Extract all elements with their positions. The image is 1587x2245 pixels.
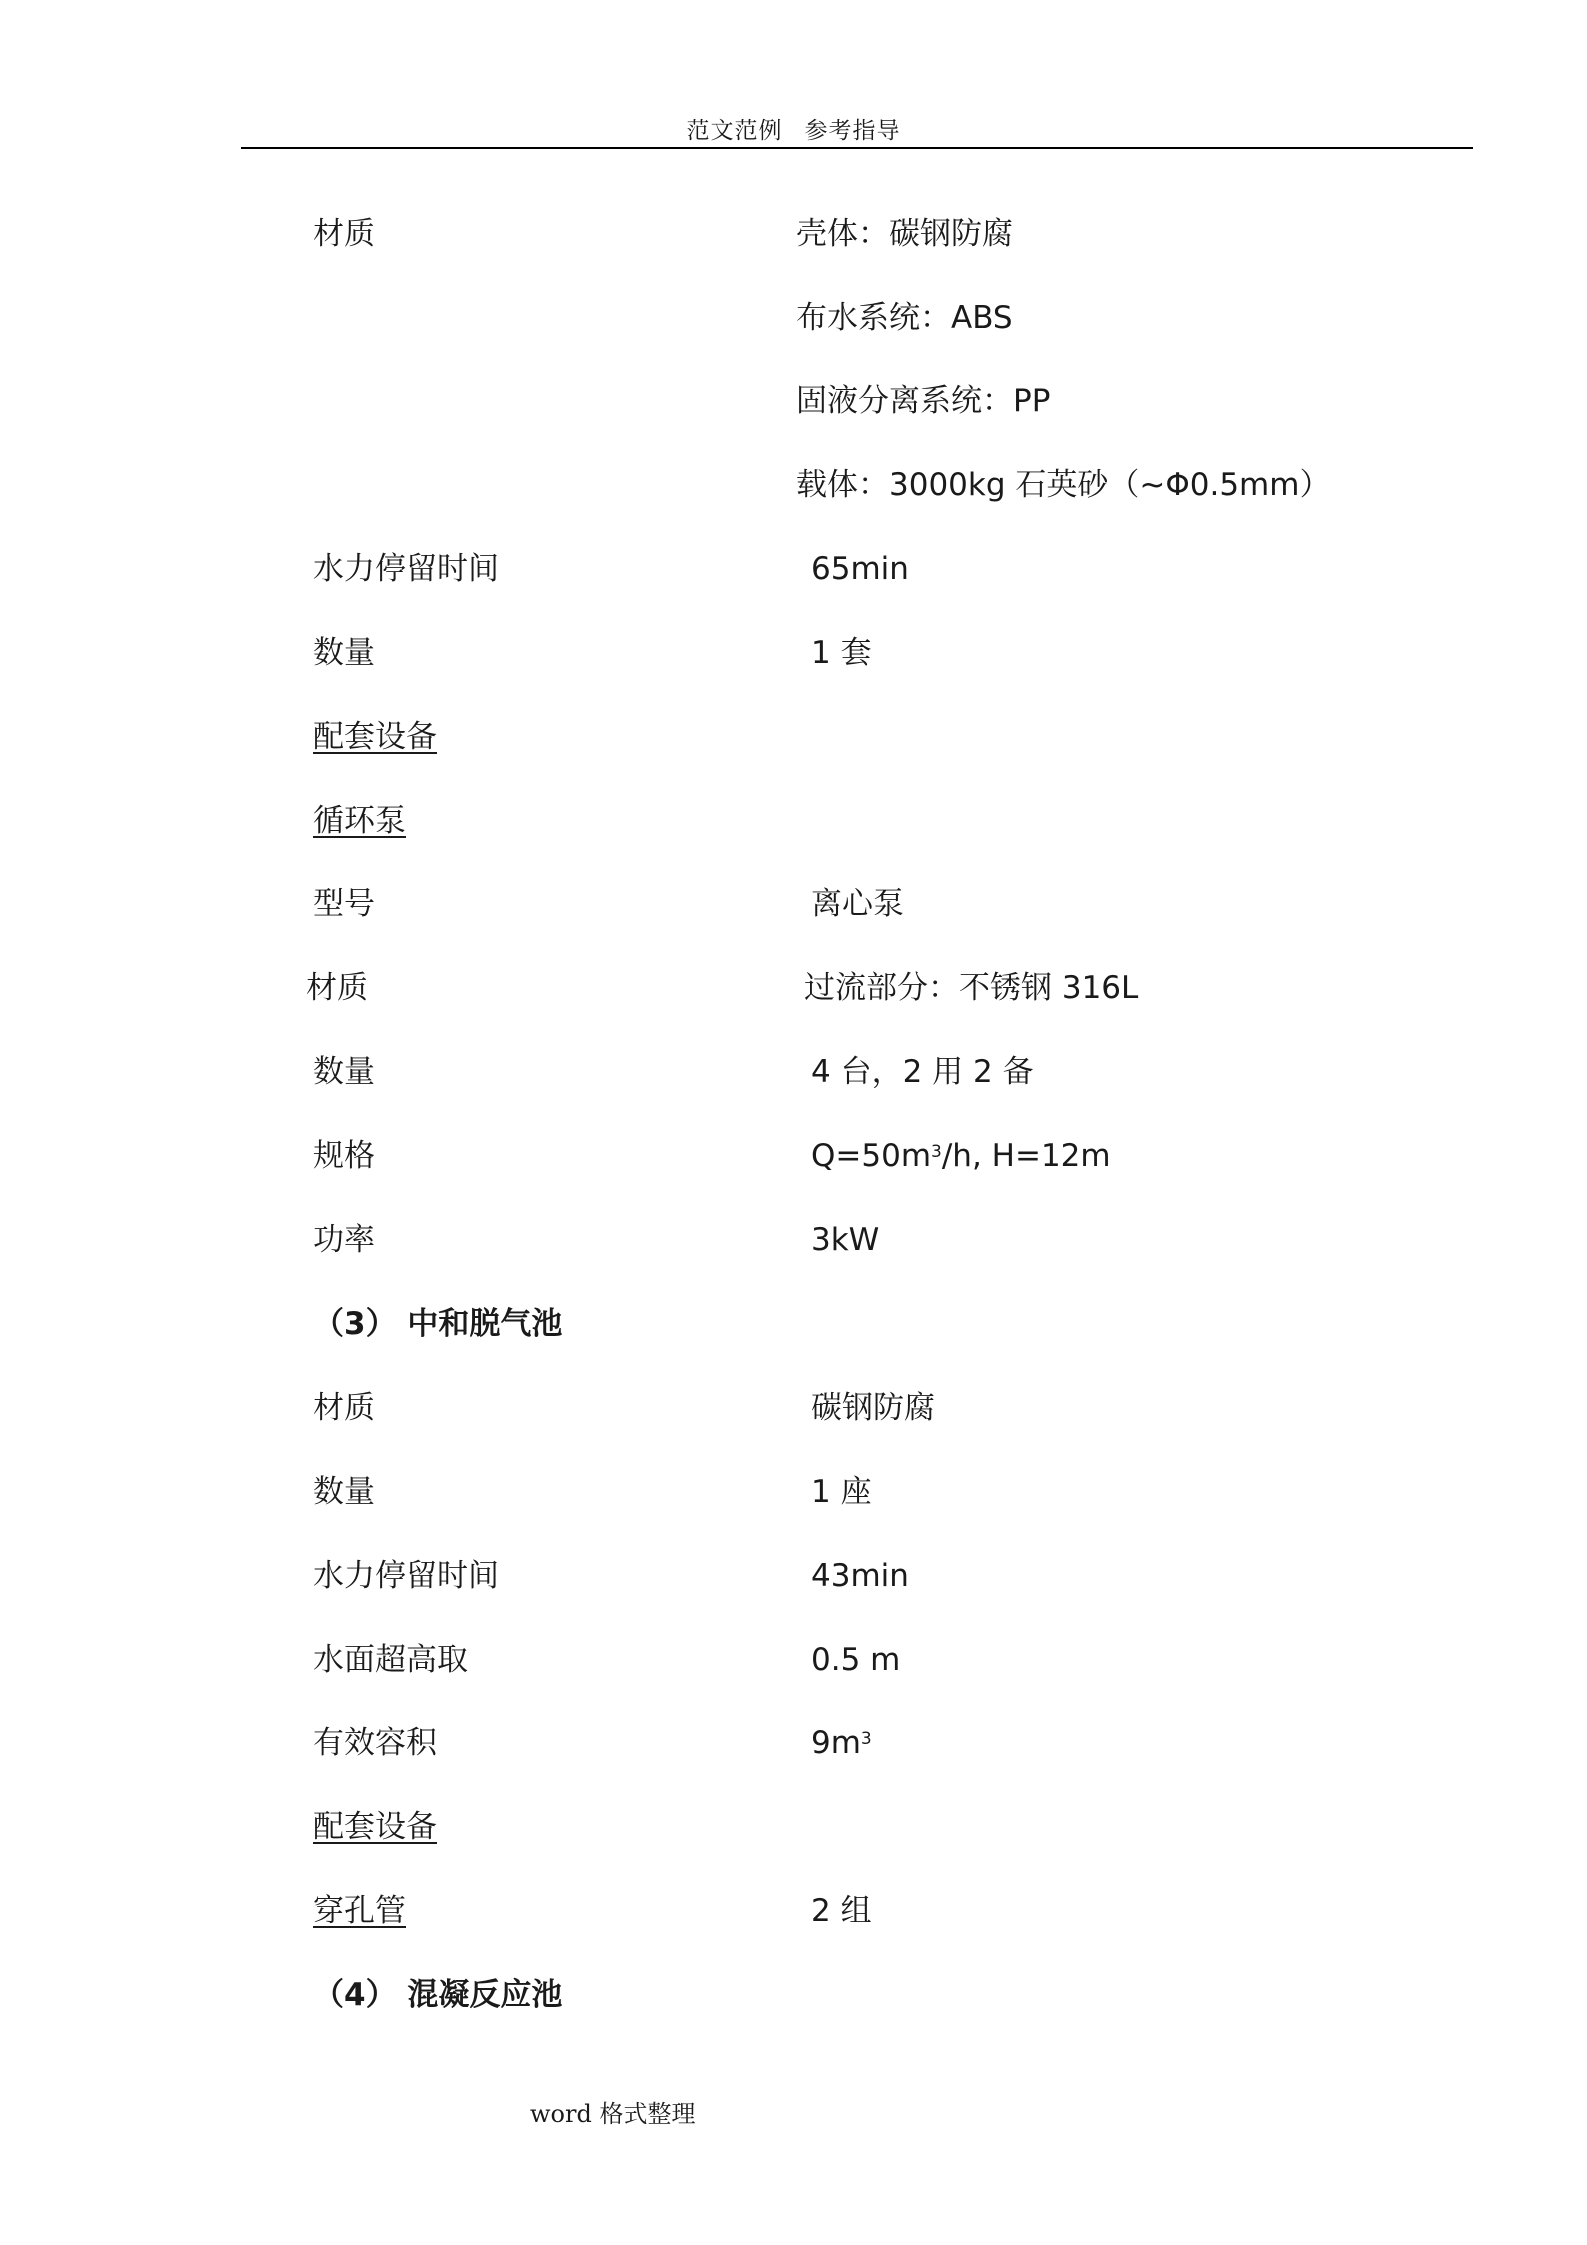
section-heading: （4） 混凝反应池 <box>313 1977 563 2013</box>
spec-value: 2 组 <box>811 1893 872 1929</box>
page-header <box>0 112 1587 145</box>
spec-label: 水力停留时间 <box>313 1558 499 1594</box>
section-heading: （3） 中和脱气池 <box>313 1306 563 1342</box>
spec-value: 载体：3000kg 石英砂（~Φ0.5mm） <box>796 467 1331 503</box>
spec-label: 规格 <box>313 1138 375 1174</box>
spec-label: 有效容积 <box>313 1725 437 1761</box>
spec-label: 型号 <box>313 886 375 922</box>
header-right-text: 参考指导 <box>804 118 901 144</box>
subsection-heading: 配套设备 <box>313 719 437 755</box>
spec-value: 43min <box>811 1558 909 1594</box>
spec-value: 1 座 <box>811 1474 872 1510</box>
spec-value: 壳体：碳钢防腐 <box>796 216 1013 252</box>
subsection-heading: 循环泵 <box>313 803 406 839</box>
spec-value: $Q=50m^3/h$, H=12m <box>811 1138 1111 1174</box>
subsection-heading: 配套设备 <box>313 1809 437 1845</box>
spec-value: 1 套 <box>811 635 872 671</box>
spec-label: 数量 <box>313 635 375 671</box>
spec-value: $9m^3$ <box>811 1725 872 1761</box>
spec-value: 65min <box>811 551 909 587</box>
spec-value: 0.5 m <box>811 1642 901 1678</box>
header-left-text: 范文范例 <box>686 118 783 144</box>
spec-label: 功率 <box>313 1222 375 1258</box>
subsection-heading: 穿孔管 <box>313 1893 406 1929</box>
spec-label: 材质 <box>306 970 368 1006</box>
spec-label: 数量 <box>313 1474 375 1510</box>
spec-label: 水面超高取 <box>313 1642 468 1678</box>
page-footer: word 格式整理 <box>530 2100 696 2128</box>
spec-label: 水力停留时间 <box>313 551 499 587</box>
spec-value: 固液分离系统：PP <box>796 383 1051 419</box>
spec-label: 材质 <box>313 216 375 252</box>
spec-value: 布水系统：ABS <box>796 300 1013 336</box>
spec-value: 4 台，2 用 2 备 <box>811 1054 1034 1090</box>
spec-label: 数量 <box>313 1054 375 1090</box>
header-divider <box>241 147 1473 149</box>
spec-label: 材质 <box>313 1390 375 1426</box>
spec-value: 过流部分：不锈钢 316L <box>804 970 1139 1006</box>
spec-value: 3kW <box>811 1222 880 1258</box>
spec-value: 离心泵 <box>811 886 904 922</box>
spec-value: 碳钢防腐 <box>811 1390 935 1426</box>
